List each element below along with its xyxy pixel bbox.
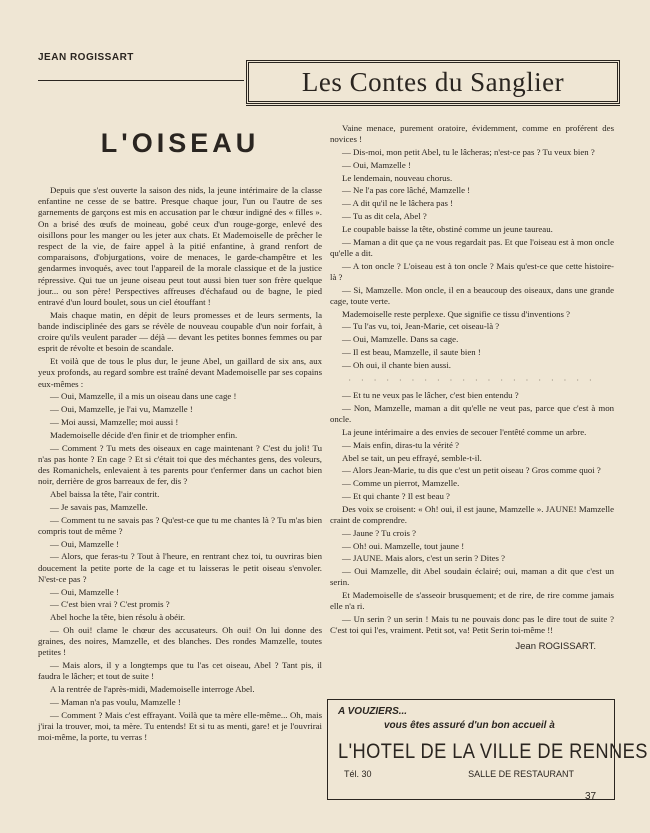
paragraph: — Si, Mamzelle. Mon oncle, il en a beaucoup des oiseaux, dans une grande cage, toute verte. bbox=[330, 284, 614, 306]
paragraph: — Comme un pierrot, Mamzelle. bbox=[342, 478, 460, 489]
paragraph: — Un serin ? un serin ! Mais tu ne pouvais donc pas le dire tout de suite ? C'est toi qui l'es, vraiment. Petit sot, va! Petit Serin toi-même !! bbox=[330, 614, 614, 636]
paragraph: Le coupable baisse la tête, obstiné comme un jeune taureau. bbox=[342, 223, 553, 234]
paragraph: Des voix se croisent: « Oh! oui, il est jaune, Mamzelle ». JAUNE! Mamzelle craint de comprendre. bbox=[330, 503, 614, 525]
section-separator: · · · · · · · · · · · · · · · · · · · · bbox=[348, 375, 596, 385]
paragraph: — Maman n'a pas voulu, Mamzelle ! bbox=[50, 697, 181, 708]
paragraph: — Tu as dit cela, Abel ? bbox=[342, 210, 427, 221]
paragraph: — Oh oui, il chante bien aussi. bbox=[342, 359, 451, 370]
ad-restaurant: SALLE DE RESTAURANT bbox=[468, 769, 574, 779]
paragraph: Et Mademoiselle de s'asseoir brusquement; et de rire, de rire comme jamais elle n'a ri. bbox=[330, 590, 614, 612]
header-rule-left bbox=[38, 80, 244, 81]
paragraph: Mademoiselle reste perplexe. Que signifie ce tissu d'inventions ? bbox=[342, 308, 571, 319]
paragraph: Le lendemain, nouveau chorus. bbox=[342, 172, 453, 183]
paragraph: — Oui, Mamzelle, je l'ai vu, Mamzelle ! bbox=[50, 404, 193, 415]
ad-hotel-name: L'HOTEL DE LA VILLE DE RENNES bbox=[338, 740, 648, 763]
paragraph: Abel se tait, un peu effrayé, semble-t-il. bbox=[342, 452, 482, 463]
paragraph: — Ne l'a pas core lâché, Mamzelle ! bbox=[342, 185, 471, 196]
left-column bbox=[38, 185, 322, 745]
paragraph: — Non, Mamzelle, maman a dit qu'elle ne veut pas, parce que c'est à mon oncle. bbox=[330, 402, 614, 425]
paragraph: — Oui, Mamzelle. Dans sa cage. bbox=[342, 334, 459, 345]
series-title-box bbox=[246, 60, 620, 104]
header-rule-right bbox=[246, 105, 620, 106]
paragraph: Mademoiselle décide d'en finir et de triompher enfin. bbox=[50, 429, 238, 440]
ad-welcome: vous êtes assuré d'un bon accueil à bbox=[384, 720, 555, 731]
paragraph: — Il est beau, Mamzelle, il saute bien ! bbox=[342, 346, 481, 357]
paragraph: — Et qui chante ? Il est beau ? bbox=[342, 490, 450, 501]
paragraph: — Dis-moi, mon petit Abel, tu le lâcheras; n'est-ce pas ? Tu veux bien ? bbox=[342, 147, 595, 157]
series-title: Les Contes du Sanglier bbox=[301, 66, 565, 97]
paragraph: — Comment tu ne savais pas ? Qu'est-ce que tu me chantes là ? Tu m'as bien compris tout de même ? bbox=[38, 514, 322, 536]
right-column-part-2 bbox=[330, 390, 614, 636]
paragraph: — Oui, Mamzelle ! bbox=[50, 586, 119, 597]
paragraph: La jeune intérimaire a des envies de secouer l'entêté comme un arbre. bbox=[342, 426, 587, 437]
paragraph: Vaine menace, purement oratoire, évidemment, comme en proférent des novices ! bbox=[330, 123, 614, 145]
paragraph: — Comment ? Tu mets des oiseaux en cage maintenant ? C'est du joli! Tu n'as pas honte ? En cage ? Et si c'était toi que des méchantes gens, des voleurs, des Romanichels, enlevaient à tes parents pour t'enfermer dans un cachot bien noir, derrière de gros barreaux de fer, dis ? bbox=[38, 442, 322, 487]
paragraph: — A ton oncle ? L'oiseau est à ton oncle ? Mais qu'est-ce que cette histoire-là ? bbox=[330, 260, 614, 282]
paragraph: Depuis que s'est ouverte la saison des nids, la jeune intérimaire de la classe enfantine ne cesse de se battre. Presque chaque jour, l'un ou l'autre de ses garnements de garçons est mis en accusation par le chœur indigné des « filles ». On a brisé des œufs de moineau, gobé ceux d'un rouge-gorge, enlevé des oisillons pour les manger ou les jeter aux chats. Et Mademoiselle de prêcher le respect de la vie, de faire appel à la pitié enfantine, à grand renfort de comparaisons, d'objurgations, voire de menaces, le garde-champêtre et les gendarmes invoqués, avec tout l'appareil de la morale classique et de la justice répressive. Qui tue un jeune oiseau peut tout aussi bien tuer son frère quelque jour... ou son père! Perspectives affreuses d'échafaud ou de bagne, le pied entravé d'un lourd boulet, sous un ciel étouffant ! bbox=[38, 185, 322, 308]
paragraph: — A dit qu'il ne le lâchera pas ! bbox=[342, 198, 454, 209]
paragraph: — C'est bien vrai ? C'est promis ? bbox=[50, 599, 170, 610]
paragraph: — Et tu ne veux pas le lâcher, c'est bien entendu ? bbox=[342, 390, 519, 401]
story-title: L'OISEAU bbox=[100, 128, 260, 158]
paragraph: A la rentrée de l'après-midi, Mademoiselle interroge Abel. bbox=[50, 684, 255, 695]
paragraph: — Oh! oui. Mamzelle, tout jaune ! bbox=[342, 540, 465, 551]
paragraph: — Je savais pas, Mamzelle. bbox=[50, 501, 148, 512]
hotel-advertisement bbox=[327, 699, 648, 800]
page-number: 37 bbox=[585, 791, 597, 802]
paragraph: — Alors Jean-Marie, tu dis que c'est un petit oiseau ? Gros comme quoi ? bbox=[342, 465, 601, 476]
paragraph: — Jaune ? Tu crois ? bbox=[342, 527, 417, 538]
ad-telephone: Tél. 30 bbox=[344, 769, 372, 779]
author-header: JEAN ROGISSART bbox=[38, 52, 134, 63]
paragraph: — Oui, Mamzelle, il a mis un oiseau dans une cage ! bbox=[50, 391, 237, 402]
paragraph: Et voilà que de tous le plus dur, le jeune Abel, un gaillard de six ans, aux yeux profonds, au regard sombre est traîné devant Mademoiselle par ses copains eux-mêmes : bbox=[38, 356, 322, 389]
right-column-part-1 bbox=[330, 123, 614, 371]
paragraph: — Moi aussi, Mamzelle; moi aussi ! bbox=[50, 417, 179, 428]
paragraph: — Mais enfin, diras-tu la vérité ? bbox=[342, 439, 460, 450]
paragraph: — Mais alors, il y a longtemps que tu l'as cet oiseau, Abel ? Tant pis, il faudra le lâcher; et tout de suite ! bbox=[38, 660, 322, 682]
paragraph: — Tu l'as vu, toi, Jean-Marie, cet oiseau-là ? bbox=[342, 321, 500, 332]
paragraph: — Oui, Mamzelle ! bbox=[50, 538, 119, 549]
paragraph: Abel hoche la tête, bien résolu à obéir. bbox=[50, 612, 186, 623]
ad-town: A VOUZIERS... bbox=[338, 706, 408, 717]
paragraph: — Maman a dit que ça ne vous regardait pas. Et que l'oiseau est à mon oncle qu'elle a dit. bbox=[330, 236, 614, 258]
paragraph: — Alors, que feras-tu ? Tout à l'heure, en rentrant chez toi, tu ouvriras bien doucement la petite porte de la cage et tu laisseras le petit oiseau s'envoler. N'est-ce pas ? bbox=[38, 551, 322, 584]
paragraph: — Oui, Mamzelle ! bbox=[342, 159, 411, 170]
paragraph: — Oh oui! clame le chœur des accusateurs. Oh oui! On lui donne des graines, des noires, Mamzelle, et des blanches. Des rondes Mamzelle, toutes petites ! bbox=[38, 625, 322, 658]
paragraph: — Comment ? Mais c'est effrayant. Voilà que ta mère elle-même... Oh, mais j'irai la trouver, moi, ta mère. Tu entends! Et si tu as menti, gare! et je l'ouvrirai moi-même, la porte, tu verras ! bbox=[38, 709, 322, 743]
paragraph: Mais chaque matin, en dépit de leurs promesses et de leurs serments, la bande indisciplinée des gars se révèle de nouveau coupable d'un noir forfait, à croire qu'ils veulent parader — déjà — devant les petites bonnes femmes ou par esprit de révolte et besoin de scandale. bbox=[38, 309, 322, 354]
paragraph: Abel baissa la tête, l'air contrit. bbox=[50, 489, 160, 500]
signature: Jean ROGISSART. bbox=[515, 640, 596, 652]
right-column bbox=[330, 123, 614, 652]
paragraph: — Oui Mamzelle, dit Abel soudain éclairé; oui, maman a dit que c'est un serin. bbox=[330, 566, 614, 588]
paragraph: — JAUNE. Mais alors, c'est un serin ? Dites ? bbox=[342, 553, 506, 564]
